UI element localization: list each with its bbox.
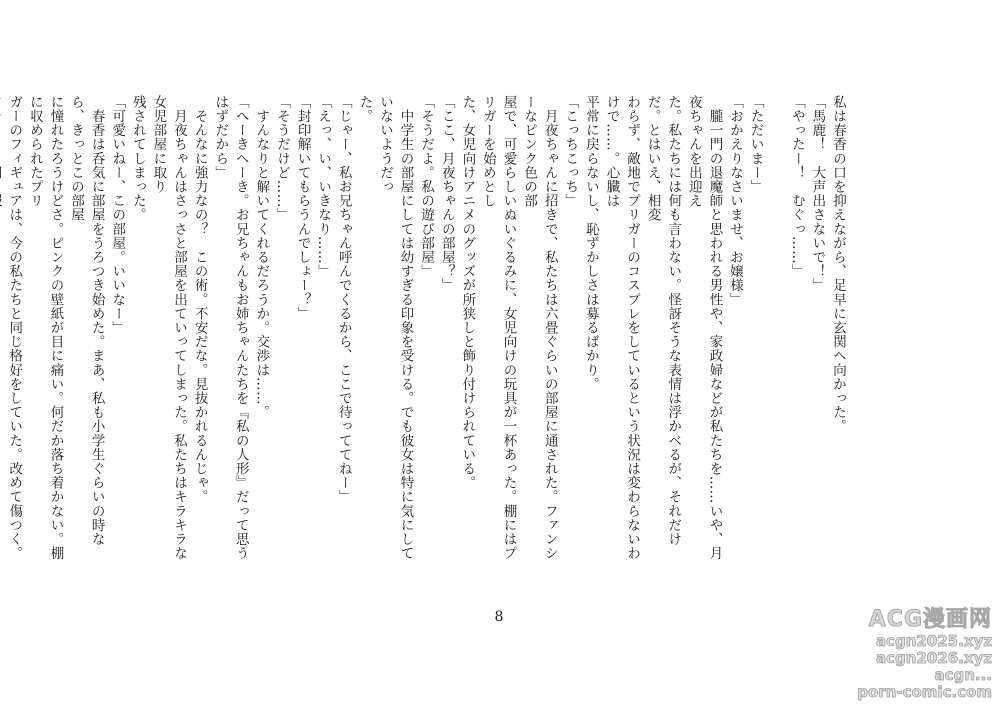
- watermark-logo: ACG漫画网: [868, 607, 992, 632]
- text-line: た。: [356, 95, 373, 124]
- text-line: 「そうだよ。私の遊び部屋」: [418, 95, 435, 279]
- text-line: 屋で、可愛らしいぬいぐるみに、女児向けの玩具が一杯あった。棚にはプリガーを始めとし: [479, 95, 517, 561]
- text-line: わらず、敵地でプリガーのコスプレをしているという状況は変わらないわけで……。心臓は: [603, 95, 641, 561]
- text-line: 「えっ、い、いきなり……」: [315, 95, 332, 279]
- page-number: 8: [494, 609, 504, 625]
- text-line: 朧一門の退魔師と思われる男性や、家政婦などが私たちを……いや、月夜ちゃんを出迎え: [685, 95, 723, 561]
- text-line: [766, 95, 787, 565]
- text-line: 私は春香の口を抑えながら、足早に玄関へ向かった。: [830, 95, 846, 434]
- text-line: 春香は呑気に部屋をうろつき始めた。まあ、私も小学生ぐらいの時なら、きっとこの部屋: [68, 95, 105, 547]
- text-line: そんなに強力なの？ この術。不安だな。見抜かれるんじゃ。: [191, 95, 208, 504]
- text-line: 月夜ちゃんはさっさと部屋を出ていってしまった。私たちはキラキラな女児部屋に取り: [150, 95, 187, 561]
- text-line: 平常に戻らないし、恥ずかしさは募るばかり。: [582, 95, 599, 392]
- text-line: 「ただいまー」: [747, 95, 764, 194]
- text-line: 「やったー！ むぐっ……」: [788, 95, 805, 279]
- vertical-text-block: [6, 95, 848, 565]
- watermark-url: acgn2026.xyz: [875, 649, 992, 667]
- text-line: 残されてしまった。: [129, 95, 146, 222]
- text-line: 「馬鹿！ 大声出さないで！」: [809, 95, 826, 293]
- text-line: すんなりと解いてくれるだろうか。交渉は……。: [253, 95, 270, 420]
- text-line: 「可愛いねー、この部屋。いいなー」: [109, 95, 126, 335]
- text-line: 月夜ちゃんに招きで、私たちは六畳ぐらいの部屋に通された。ファンシーなピンク色の部: [521, 95, 558, 561]
- text-line: 「ここ、月夜ちゃんの部屋？」: [438, 95, 455, 293]
- site-watermark: [852, 607, 992, 701]
- text-line: た。私たちには何も言わない。怪訝そうな表情は浮かべるが、それだけだ。とはいえ、相変: [644, 95, 682, 547]
- text-line: 「おかえりなさいませ、お嬢様」: [727, 95, 744, 307]
- text-line: 「そうだけど……」: [273, 95, 290, 222]
- text-line: に憧れたろうけどさ。ピンクの壁紙が目に痛い。何だか落ち着かない。棚に収められたプリ: [26, 95, 64, 561]
- text-line: 「へーきへーき。お兄ちゃんもお姉ちゃんたちを『私の人形』だって思うはずだから」: [212, 95, 249, 561]
- text-line: 中学生の部屋にしては幼すぎる印象を受ける。でも彼女は特に気にしていないようだっ: [376, 95, 414, 561]
- watermark-url: acgn...: [934, 666, 992, 684]
- text-line: た、女児向けアニメのグッズが所狭しと飾り付けられている。: [459, 95, 476, 490]
- text-line: 「じゃー、私お兄ちゃん呼んでくるから、ここで待っててねー」: [335, 95, 352, 504]
- watermark-url: porn-comic.com: [857, 683, 992, 701]
- text-line: ガーのフィギュアは、今の私たちと同じ格好をしていた。改めて傷つく。: [6, 95, 23, 561]
- watermark-url: acgn2025.xyz: [875, 632, 992, 650]
- text-line: 「封印解いてもらうんでしょー？」: [294, 95, 311, 321]
- text-line: 「こっちこっち」: [562, 95, 579, 208]
